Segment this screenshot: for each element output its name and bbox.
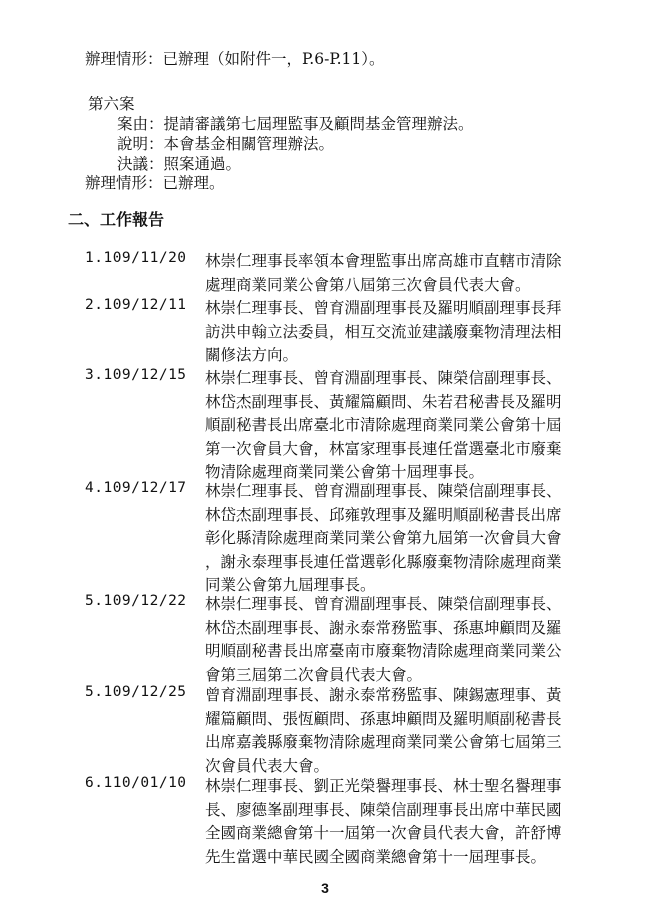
section-heading-work-report: 二、工作報告 [68,210,165,229]
report-text: 林崇仁理事長、曾育淵副理事長及羅明順副理事長拜 訪洪申翰立法委員，相互交流並建議廢棄物清理法相 關修法方向。 [205,299,562,365]
case6-explanation: 說明：本會基金相關管理辦法。 [117,135,335,153]
report-text: 林崇仁理事長、曾育淵副理事長、陳榮信副理事長、 林岱杰副理事長、邱雍敦理事及羅明順副秘書長出席 彰化縣清除處理商業同業公會第九屆第一次會員大會 ，謝永泰理事長連任當選彰化縣廢棄物清除處理商業 同業公會第九屆理事長。 [205,482,562,595]
report-date: 5.109/12/22 [85,593,187,609]
report-date: 5.109/12/25 [85,684,187,700]
report-text: 林崇仁理事長、曾育淵副理事長、陳榮信副理事長、 林岱杰副理事長、黃耀篇顧問、朱若君秘書長及羅明 順副秘書長出席臺北市清除處理商業同業公會第十屆 第一次會員大會，林富家理事長連任當選臺北市廢棄 物清除處理商業同業公會第十屆理事長。 [205,369,562,482]
report-date: 1.109/11/20 [85,250,187,266]
report-date: 2.109/12/11 [85,297,187,313]
report-text: 林崇仁理事長、劉正光榮譽理事長、林士聖名譽理事 長、廖德峯副理事長、陳榮信副理事長出席中華民國 全國商業總會第十一屆第一次會員代表大會，許舒博 先生當選中華民國全國商業總會第十一屆理事長。 [205,777,562,866]
handling-status-prev: 辦理情形：已辦理（如附件一，P.6-P.11）。 [85,50,385,68]
report-text: 林崇仁理事長率領本會理監事出席高雄市直轄市清除 處理商業同業公會第八屆第三次會員代表大會。 [205,252,562,294]
case6-reason: 案由：提請審議第七屆理監事及顧問基金管理辦法。 [117,115,474,133]
case6-handling-status: 辦理情形：已辦理。 [85,174,225,192]
report-text: 曾育淵副理事長、謝永泰常務監事、陳錫憲理事、黃 耀篇顧問、張恆顧問、孫惠坤顧問及羅明順副秘書長 出席嘉義縣廢棄物清除處理商業同業公會第七屆第三 次會員代表大會。 [205,686,562,775]
report-date: 6.110/01/10 [85,775,187,791]
case6-title: 第六案 [88,95,135,113]
case6-resolution: 決議：照案通過。 [117,155,242,173]
report-date: 4.109/12/17 [85,480,187,496]
report-date: 3.109/12/15 [85,367,187,383]
page-number: 3 [321,880,329,896]
report-text: 林崇仁理事長、曾育淵副理事長、陳榮信副理事長、 林岱杰副理事長、謝永泰常務監事、孫惠坤顧問及羅 明順副秘書長出席臺南市廢棄物清除處理商業同業公 會第三屆第二次會員代表大會。 [205,595,562,684]
